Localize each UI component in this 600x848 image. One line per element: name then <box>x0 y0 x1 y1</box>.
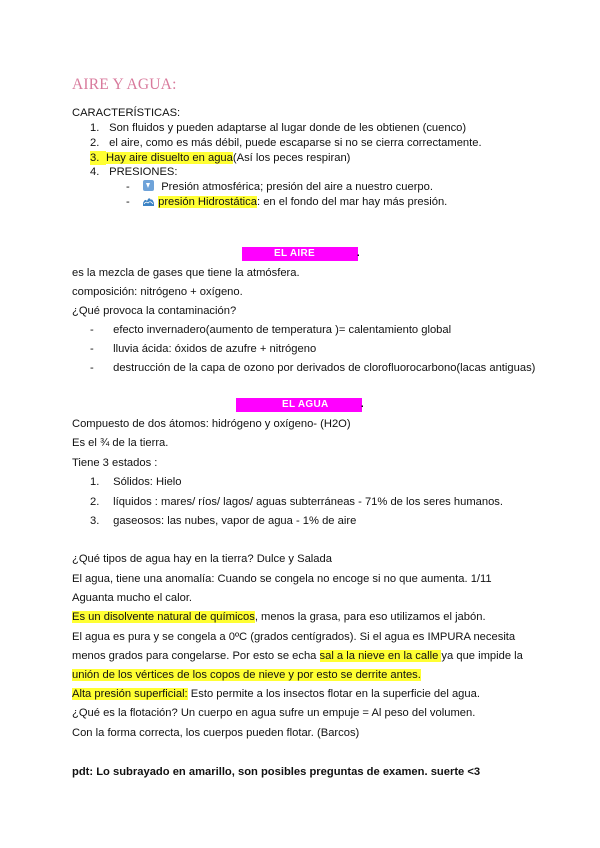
list-item <box>90 342 316 356</box>
paragraph: Tiene 3 estados : <box>72 457 158 469</box>
paragraph-text: ya que impide la <box>441 650 523 662</box>
list-number: 3. <box>90 515 100 527</box>
list-number: 3. <box>90 151 106 165</box>
list-text: efecto invernadero(aumento de temperatura )= calentamiento global <box>113 324 452 336</box>
water-wave-icon <box>143 195 154 206</box>
list-item <box>90 475 182 489</box>
list-text: PRESIONES: <box>109 166 178 178</box>
highlighted-text: Alta presión superficial: <box>72 688 188 700</box>
list-item <box>90 151 350 165</box>
paragraph-text: Esto permite a los insectos flotar en la superficie del agua. <box>187 688 480 700</box>
paragraph: ¿Qué es la flotación? Un cuerpo en agua sufre un empuje = Al peso del volumen. <box>72 707 476 719</box>
list-item <box>90 136 482 150</box>
page-title: AIRE Y AGUA: <box>72 76 177 93</box>
dash: - <box>90 324 94 336</box>
highlighted-text: sal a la nieve en la calle <box>319 650 442 662</box>
caracteristicas-heading: CARACTERÍSTICAS: <box>72 107 181 119</box>
down-arrow-icon <box>143 180 154 191</box>
paragraph-text: , menos la grasa, para eso utilizamos el jabón. <box>254 611 486 623</box>
paragraph: Es el ¾ de la tierra. <box>72 437 169 449</box>
paragraph <box>72 610 486 624</box>
list-text: Son fluidos y pueden adaptarse al lugar donde de les obtienen (cuenco) <box>109 122 467 134</box>
paragraph-text: menos grados para congelarse. Por esto se echa <box>72 650 320 662</box>
banner-label: EL AGUA <box>282 399 329 410</box>
sub-list-item <box>126 180 433 194</box>
list-item <box>90 514 356 528</box>
list-item <box>90 323 451 337</box>
paragraph: ¿Qué provoca la contaminación? <box>72 305 237 317</box>
paragraph: ¿Qué tipos de agua hay en la tierra? Dulce y Salada <box>72 553 332 565</box>
highlighted-text: presión Hidrostática <box>158 196 257 208</box>
sub-list-text: : en el fondo del mar hay más presión. <box>256 196 448 208</box>
banner-dot: . <box>360 399 364 410</box>
footer-note: pdt: Lo subrayado en amarillo, son posibles preguntas de examen. suerte <3 <box>72 766 481 778</box>
list-number: 4. <box>90 166 100 178</box>
paragraph <box>72 687 480 701</box>
list-item <box>90 165 178 179</box>
section-banner-agua <box>236 398 362 412</box>
paragraph: es la mezcla de gases que tiene la atmósfera. <box>72 267 300 279</box>
paragraph <box>72 649 523 663</box>
list-text: gaseosos: las nubes, vapor de agua - 1% de aire <box>113 515 357 527</box>
list-number: 1. <box>90 122 100 134</box>
list-number: 2. <box>90 496 100 508</box>
list-text: el aire, como es más débil, puede escaparse si no se cierra correctamente. <box>109 137 482 149</box>
highlighted-text: Es un disolvente natural de químicos <box>72 611 255 623</box>
list-text: Sólidos: Hielo <box>113 476 182 488</box>
sub-list-text: Presión atmosférica; presión del aire a nuestro cuerpo. <box>161 181 433 193</box>
list-number: 2. <box>90 137 100 149</box>
sub-list-item <box>126 195 447 209</box>
dash: - <box>90 362 94 374</box>
banner-dot: . <box>356 248 360 259</box>
paragraph: Compuesto de dos átomos: hidrógeno y oxígeno- (H2O) <box>72 418 351 430</box>
paragraph: Con la forma correcta, los cuerpos pueden flotar. (Barcos) <box>72 727 360 739</box>
dash: - <box>126 196 130 208</box>
list-item <box>90 361 535 375</box>
list-text: lluvia ácida: óxidos de azufre + nitrógeno <box>113 343 317 355</box>
paragraph: El agua, tiene una anomalía: Cuando se congela no encoge si no que aumenta. 1/11 <box>72 573 492 585</box>
paragraph: Aguanta mucho el calor. <box>72 592 193 604</box>
highlighted-text: unión de los vértices de los copos de nieve y por esto se derrite antes. <box>72 669 421 681</box>
dash: - <box>126 181 130 193</box>
list-text: líquidos : mares/ ríos/ lagos/ aguas subterráneas - 71% de los seres humanos. <box>113 496 504 508</box>
banner-label: EL AIRE <box>274 248 315 259</box>
highlighted-text: Hay aire disuelto en agua <box>106 152 233 164</box>
paragraph: El agua es pura y se congela a 0ºC (grados centígrados). Si el agua es IMPURA necesita <box>72 631 516 643</box>
list-item <box>90 495 503 509</box>
dash: - <box>90 343 94 355</box>
section-banner-aire <box>242 247 358 261</box>
paragraph: composición: nitrógeno + oxígeno. <box>72 286 243 298</box>
list-text: destrucción de la capa de ozono por derivados de clorofluorocarbono(lacas antiguas) <box>113 362 536 374</box>
list-item <box>90 121 466 135</box>
paragraph <box>72 668 421 682</box>
list-number: 1. <box>90 476 100 488</box>
list-text: (Así los peces respiran) <box>232 152 351 164</box>
